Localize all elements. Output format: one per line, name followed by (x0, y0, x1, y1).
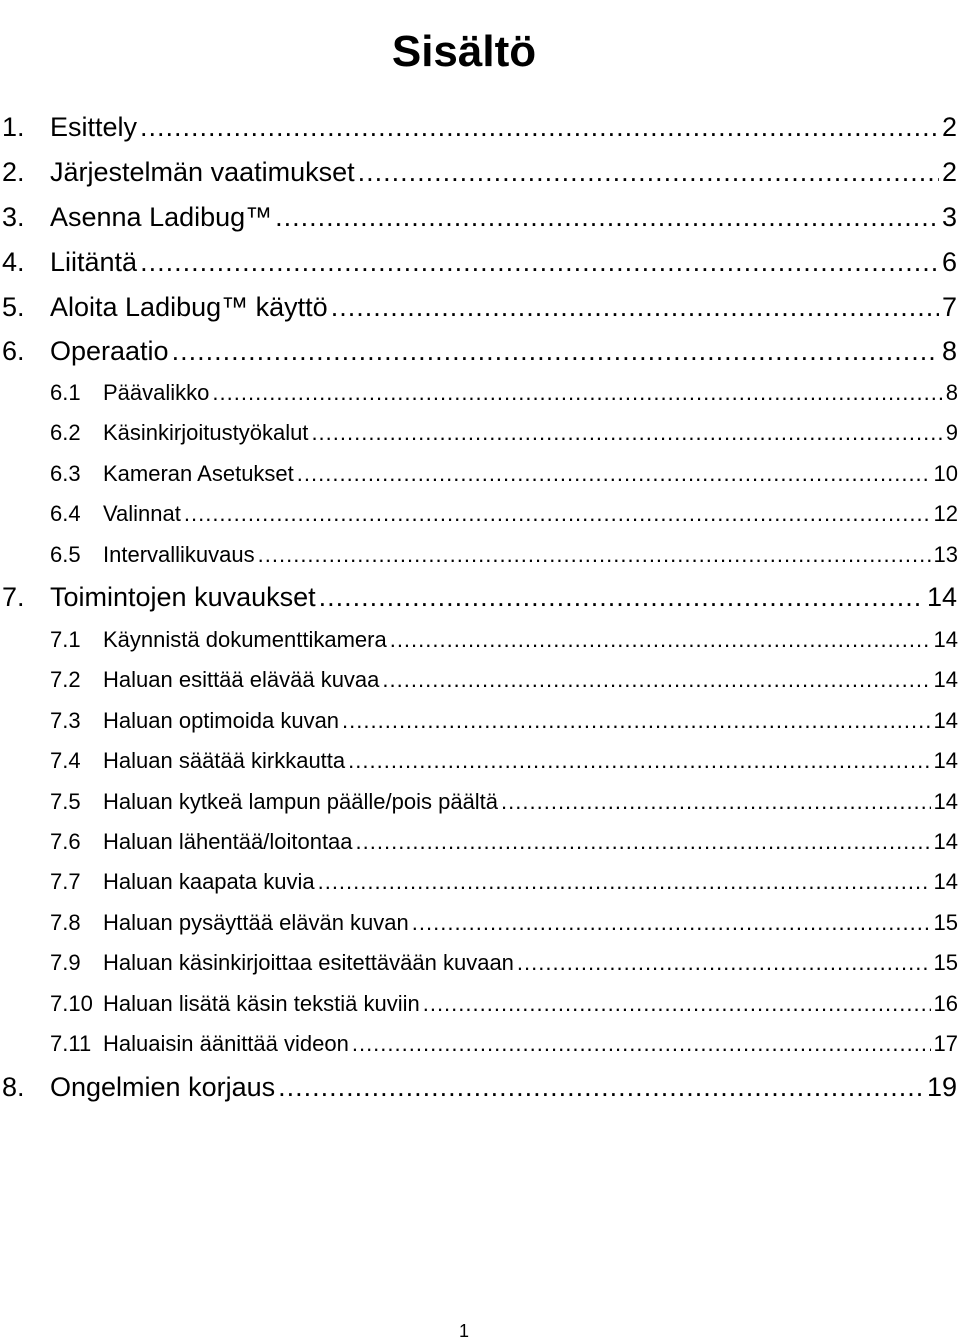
toc-entry-page: 14 (933, 627, 958, 652)
toc-entry-label: Haluan kytkeä lampun päälle/pois päältä (103, 789, 499, 814)
toc-entry-number: 7.8 (50, 910, 81, 935)
toc-entry[interactable] (0, 625, 958, 655)
toc-entry-label: Esittely (50, 112, 138, 142)
toc-entry-page: 15 (933, 950, 958, 975)
toc-entry-number: 7. (2, 582, 25, 612)
toc-entry-label: Haluan säätää kirkkautta (103, 748, 346, 773)
toc-entry-number: 7.10 (50, 991, 93, 1016)
toc-entry-page: 14 (926, 582, 957, 612)
toc-entry-page: 6 (941, 247, 957, 277)
toc-dot-leader (258, 540, 931, 570)
toc-entry[interactable] (0, 378, 958, 408)
toc-dot-leader (352, 1029, 931, 1059)
toc-entry-label: Haluan lisätä käsin tekstiä kuviin (103, 991, 420, 1016)
toc-dot-leader (319, 580, 924, 614)
toc-entry[interactable] (0, 459, 958, 489)
toc-dot-leader (311, 418, 942, 448)
toc-dot-leader (517, 948, 931, 978)
toc-entry[interactable] (0, 948, 958, 978)
toc-dot-leader (423, 989, 931, 1019)
toc-entry-page: 2 (941, 112, 957, 142)
toc-entry-number: 8. (2, 1072, 25, 1102)
toc-entry-page: 15 (933, 910, 958, 935)
toc-entry[interactable] (0, 787, 958, 817)
toc-entry-number: 6. (2, 336, 25, 366)
toc-entry[interactable] (0, 110, 957, 144)
page-title: Sisältö (391, 27, 537, 77)
toc-entry-label: Haluan kaapata kuvia (103, 869, 315, 894)
toc-entry-label: Aloita Ladibug™ käyttö (50, 292, 328, 322)
toc-entry[interactable] (0, 867, 958, 897)
toc-entry-label: Ongelmien korjaus (50, 1072, 276, 1102)
toc-dot-leader (501, 787, 930, 817)
toc-dot-leader (390, 625, 931, 655)
toc-entry-number: 4. (2, 247, 25, 277)
toc-entry-number: 7.5 (50, 789, 81, 814)
toc-entry-page: 14 (933, 667, 958, 692)
toc-entry-page: 19 (926, 1072, 957, 1102)
toc-entry-page: 14 (933, 789, 958, 814)
page-number: 1 (458, 1321, 469, 1341)
toc-entry[interactable] (0, 580, 957, 614)
toc-entry-label: Haluan pysäyttää elävän kuvan (103, 910, 409, 935)
toc-entry[interactable] (0, 334, 957, 368)
toc-entry-number: 7.11 (50, 1031, 92, 1056)
toc-entry-number: 6.2 (50, 420, 81, 445)
toc-entry-number: 7.7 (50, 869, 81, 894)
toc-entry[interactable] (0, 155, 957, 189)
toc-dot-leader (382, 665, 930, 695)
toc-entry-page: 17 (933, 1031, 958, 1056)
toc-entry[interactable] (0, 1029, 958, 1059)
toc-dot-leader (212, 378, 942, 408)
toc-entry[interactable] (0, 540, 958, 570)
toc-dot-leader (278, 1070, 924, 1104)
toc-entry[interactable] (0, 418, 958, 448)
toc-entry[interactable] (0, 1070, 957, 1104)
toc-entry-label: Päävalikko (103, 380, 210, 405)
toc-entry[interactable] (0, 908, 958, 938)
toc-entry-number: 7.2 (50, 667, 81, 692)
toc-entry-number: 6.1 (50, 380, 81, 405)
toc-entry-label: Haluan lähentää/loitontaa (103, 829, 353, 854)
toc-entry[interactable] (0, 746, 958, 776)
toc-entry-page: 13 (933, 542, 958, 567)
toc-entry-number: 1. (2, 112, 25, 142)
toc-dot-leader (275, 200, 939, 234)
toc-entry-number: 6.5 (50, 542, 81, 567)
toc-dot-leader (412, 908, 931, 938)
toc-entry[interactable] (0, 290, 957, 324)
toc-entry-label: Käsinkirjoitustyökalut (103, 420, 309, 445)
toc-entry-page: 14 (933, 708, 958, 733)
toc-entry-page: 14 (933, 869, 958, 894)
toc-entry-number: 7.9 (50, 950, 81, 975)
toc-dot-leader (140, 245, 939, 279)
toc-entry-label: Haluan optimoida kuvan (103, 708, 340, 733)
toc-dot-leader (297, 459, 931, 489)
toc-entry-label: Haluan käsinkirjoittaa esitettävään kuvaan (103, 950, 514, 975)
toc-entry-number: 7.4 (50, 748, 81, 773)
toc-entry-page: 10 (933, 461, 958, 486)
toc-entry[interactable] (0, 200, 957, 234)
toc-entry[interactable] (0, 827, 958, 857)
toc-entry-page: 9 (945, 420, 958, 445)
toc-entry[interactable] (0, 665, 958, 695)
toc-dot-leader (172, 334, 939, 368)
toc-entry-label: Toimintojen kuvaukset (50, 582, 316, 612)
toc-entry-page: 12 (933, 501, 958, 526)
toc-entry-label: Operaatio (50, 336, 169, 366)
toc-dot-leader (331, 290, 939, 324)
toc-entry-page: 14 (933, 748, 958, 773)
toc-entry-label: Käynnistä dokumenttikamera (103, 627, 387, 652)
toc-entry-page: 14 (933, 829, 958, 854)
toc-entry[interactable] (0, 245, 957, 279)
toc-entry-label: Järjestelmän vaatimukset (50, 157, 355, 187)
toc-entry-page: 2 (941, 157, 957, 187)
toc-entry-page: 8 (945, 380, 958, 405)
toc-entry[interactable] (0, 706, 958, 736)
toc-entry-number: 7.1 (50, 627, 81, 652)
toc-entry-number: 3. (2, 202, 25, 232)
toc-entry-number: 6.4 (50, 501, 81, 526)
toc-entry-label: Intervallikuvaus (103, 542, 255, 567)
toc-dot-leader (140, 110, 939, 144)
toc-entry-label: Valinnat (103, 501, 181, 526)
toc-entry-label: Haluan esittää elävää kuvaa (103, 667, 380, 692)
toc-entry[interactable] (0, 989, 958, 1019)
toc-entry-number: 7.6 (50, 829, 81, 854)
toc-entry-label: Haluaisin äänittää videon (103, 1031, 349, 1056)
toc-entry[interactable] (0, 499, 958, 529)
toc-entry-number: 2. (2, 157, 25, 187)
toc-dot-leader (318, 867, 931, 897)
toc-entry-number: 5. (2, 292, 25, 322)
toc-entry-label: Liitäntä (50, 247, 138, 277)
toc-dot-leader (356, 827, 931, 857)
toc-entry-page: 7 (941, 292, 957, 322)
toc-entry-label: Kameran Asetukset (103, 461, 294, 486)
toc-entry-page: 16 (933, 991, 958, 1016)
toc-dot-leader (184, 499, 931, 529)
toc-entry-number: 7.3 (50, 708, 81, 733)
toc-entry-label: Asenna Ladibug™ (50, 202, 273, 232)
toc-dot-leader (342, 706, 930, 736)
toc-entry-page: 8 (941, 336, 957, 366)
toc-entry-page: 3 (941, 202, 957, 232)
toc-entry-number: 6.3 (50, 461, 81, 486)
toc-dot-leader (358, 155, 939, 189)
toc-dot-leader (348, 746, 930, 776)
